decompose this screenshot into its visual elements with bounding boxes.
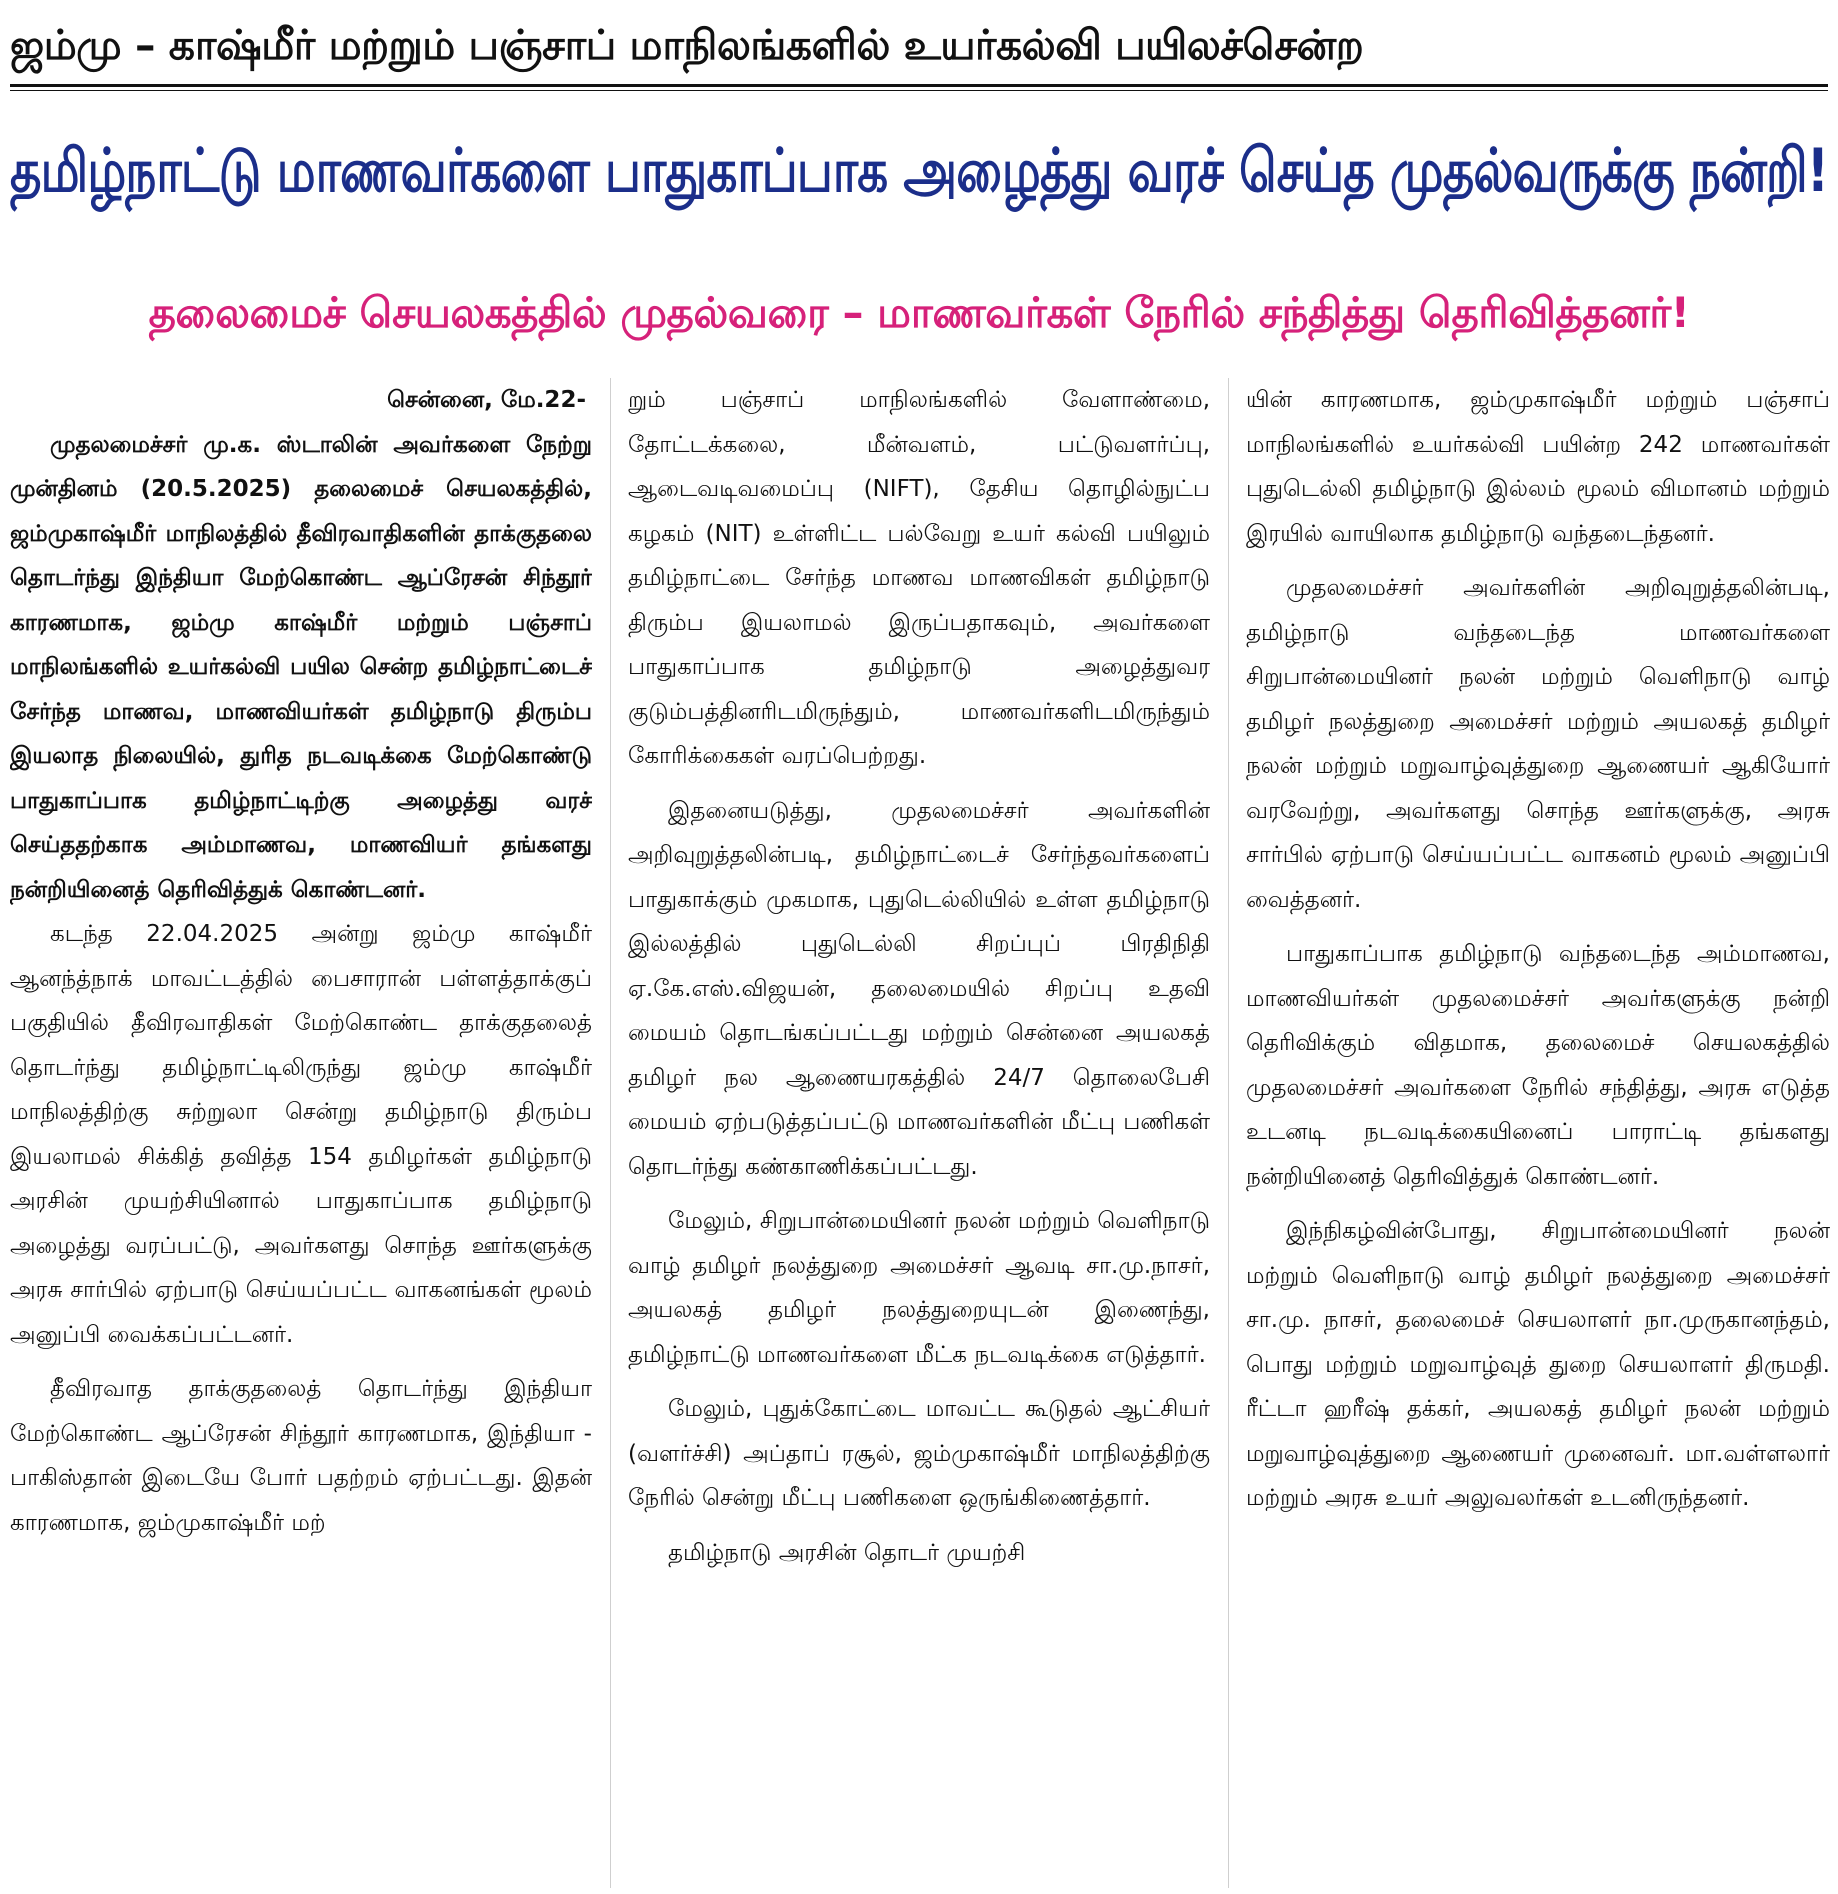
article-column-1 <box>10 378 592 1888</box>
lead-paragraph: முதலமைச்சர் மு.க. ஸ்டாலின் அவர்களை நேற்று முன்தினம் (20.5.2025) தலைமைச் செயலகத்தில், ஜம்முகாஷ்மீர் மாநிலத்தில் தீவிரவாதிகளின் தாக்குதலை தொடர்ந்து இந்தியா மேற்கொண்ட ஆப்ரேசன் சிந்தூர் காரணமாக, ஜம்மு காஷ்மீர் மற்றும் பஞ்சாப் மாநிலங்களில் உயர்கல்வி பயில சென்ற தமிழ்நாட்டைச் சேர்ந்த மாணவ, மாணவியர்கள் தமிழ்நாடு திரும்ப இயலாத நிலையில், துரித நடவடிக்கை மேற்கொண்டு பாதுகாப்பாக தமிழ்நாட்டிற்கு அழைத்து வரச் செய்ததற்காக அம்மாணவ, மாணவியர் தங்களது நன்றியினைத் தெரிவித்துக் கொண்டனர். <box>10 431 592 903</box>
kicker-rule <box>10 84 1828 87</box>
kicker-rule-thin <box>10 90 1828 91</box>
body-paragraph: இந்நிகழ்வின்போது, சிறுபான்மையினர் நலன் மற்றும் வெளிநாடு வாழ் தமிழர் நலத்துறை அமைச்சர் சா.மு. நாசர், தலைமைச் செயலாளர் நா.முருகானந்தம், பொது மற்றும் மறுவாழ்வுத் துறை செயலாளர் திருமதி. ரீட்டா ஹரீஷ் தக்கர், அயலகத் தமிழர் நலன் மற்றும் மறுவாழ்வுத்துறை ஆணையர் முனைவர். மா.வள்ளலார் மற்றும் அரசு உயர் அலுவலர்கள் உடனிருந்தனர். <box>1246 1218 1830 1511</box>
body-paragraph: பாதுகாப்பாக தமிழ்நாடு வந்தடைந்த அம்மாணவ, மாணவியர்கள் முதலமைச்சர் அவர்களுக்கு நன்றி தெரிவிக்கும் விதமாக, தலைமைச் செயலகத்தில் முதலமைச்சர் அவர்களை நேரில் சந்தித்து, அரசு எடுத்த உடனடி நடவடிக்கையினைப் பாராட்டி தங்களது நன்றியினைத் தெரிவித்துக் கொண்டனர். <box>1246 941 1830 1190</box>
body-paragraph: மேலும், சிறுபான்மையினர் நலன் மற்றும் வெளிநாடு வாழ் தமிழர் நலத்துறை அமைச்சர் ஆவடி சா.மு.நாசர், அயலகத் தமிழர் நலத்துறையுடன் இணைந்து, தமிழ்நாட்டு மாணவர்களை மீட்க நடவடிக்கை எடுத்தார். <box>628 1208 1210 1368</box>
column-divider <box>1228 378 1229 1888</box>
body-paragraph: கடந்த 22.04.2025 அன்று ஜம்மு காஷ்மீர் ஆனந்த்நாக் மாவட்டத்தில் பைசாரான் பள்ளத்தாக்குப் பகுதியில் தீவிரவாதிகள் மேற்கொண்ட தாக்குதலைத் தொடர்ந்து தமிழ்நாட்டிலிருந்து ஜம்மு காஷ்மீர் மாநிலத்திற்கு சுற்றுலா சென்று தமிழ்நாடு திரும்ப இயலாமல் சிக்கித் தவித்த 154 தமிழர்கள் தமிழ்நாடு அரசின் முயற்சியினால் பாதுகாப்பாக தமிழ்நாடு அழைத்து வரப்பட்டு, அவர்களது சொந்த ஊர்களுக்கு அரசு சார்பில் ஏற்பாடு செய்யப்பட்ட வாகனங்கள் மூலம் அனுப்பி வைக்கப்பட்டனர். <box>10 921 592 1348</box>
kicker-heading: ஜம்மு – காஷ்மீர் மற்றும் பஞ்சாப் மாநிலங்களில் உயர்கல்வி பயிலச்சென்ற <box>10 21 1364 69</box>
article-column-3 <box>1246 378 1830 1888</box>
column-divider <box>610 378 611 1888</box>
body-paragraph: தீவிரவாத தாக்குதலைத் தொடர்ந்து இந்தியா மேற்கொண்ட ஆப்ரேசன் சிந்தூர் காரணமாக, இந்தியா - பாகிஸ்தான் இடையே போர் பதற்றம் ஏற்பட்டது. இதன் காரணமாக, ஜம்முகாஷ்மீர் மற் <box>10 1376 592 1536</box>
body-paragraph: றும் பஞ்சாப் மாநிலங்களில் வேளாண்மை, தோட்டக்கலை, மீன்வளம், பட்டுவளர்ப்பு, ஆடைவடிவமைப்பு (NIFT), தேசிய தொழில்நுட்ப கழகம் (NIT) உள்ளிட்ட பல்வேறு உயர் கல்வி பயிலும் தமிழ்நாட்டை சேர்ந்த மாணவ மாணவிகள் தமிழ்நாடு திரும்ப இயலாமல் இருப்பதாகவும், அவர்களை பாதுகாப்பாக தமிழ்நாடு அழைத்துவர குடும்பத்தினரிடமிருந்தும், மாணவர்களிடமிருந்தும் கோரிக்கைகள் வரப்பெற்றது. <box>628 387 1210 769</box>
dateline: சென்னை, மே.22- <box>387 387 586 413</box>
body-paragraph: மேலும், புதுக்கோட்டை மாவட்ட கூடுதல் ஆட்சியர் (வளர்ச்சி) அப்தாப் ரசூல், ஜம்முகாஷ்மீர் மாநிலத்திற்கு நேரில் சென்று மீட்பு பணிகளை ஒருங்கிணைத்தார். <box>628 1396 1210 1511</box>
article-column-2 <box>628 378 1210 1888</box>
main-headline: தமிழ்நாட்டு மாணவர்களை பாதுகாப்பாக அழைத்து வரச் செய்த முதல்வருக்கு நன்றி! <box>10 136 1828 206</box>
sub-headline: தலைமைச் செயலகத்தில் முதல்வரை – மாணவர்கள் நேரில் சந்தித்து தெரிவித்தனர்! <box>148 288 1690 337</box>
body-paragraph: யின் காரணமாக, ஜம்முகாஷ்மீர் மற்றும் பஞ்சாப் மாநிலங்களில் உயர்கல்வி பயின்ற 242 மாணவர்கள் புதுடெல்லி தமிழ்நாடு இல்லம் மூலம் விமானம் மற்றும் இரயில் வாயிலாக தமிழ்நாடு வந்தடைந்தனர். <box>1246 387 1830 547</box>
body-paragraph: இதனையடுத்து, முதலமைச்சர் அவர்களின் அறிவுறுத்தலின்படி, தமிழ்நாட்டைச் சேர்ந்தவர்களைப் பாதுகாக்கும் முகமாக, புதுடெல்லியில் உள்ள தமிழ்நாடு இல்லத்தில் புதுடெல்லி சிறப்புப் பிரதிநிதி ஏ.கே.எஸ்.விஜயன், தலைமையில் சிறப்பு உதவி மையம் தொடங்கப்பட்டது மற்றும் சென்னை அயலகத் தமிழர் நல ஆணையரகத்தில் 24/7 தொலைபேசி மையம் ஏற்படுத்தப்பட்டு மாணவர்களின் மீட்பு பணிகள் தொடர்ந்து கண்காணிக்கப்பட்டது. <box>628 797 1210 1180</box>
body-paragraph: தமிழ்நாடு அரசின் தொடர் முயற்சி <box>668 1539 1026 1566</box>
body-paragraph: முதலமைச்சர் அவர்களின் அறிவுறுத்தலின்படி, தமிழ்நாடு வந்தடைந்த மாணவர்களை சிறுபான்மையினர் நலன் மற்றும் வெளிநாடு வாழ் தமிழர் நலத்துறை அமைச்சர் மற்றும் அயலகத் தமிழர் நலன் மற்றும் மறுவாழ்வுத்துறை ஆணையர் ஆகியோர் வரவேற்று, அவர்களது சொந்த ஊர்களுக்கு, அரசு சார்பில் ஏற்பாடு செய்யப்பட்ட வாகனம் மூலம் அனுப்பி வைத்தனர். <box>1246 575 1830 913</box>
